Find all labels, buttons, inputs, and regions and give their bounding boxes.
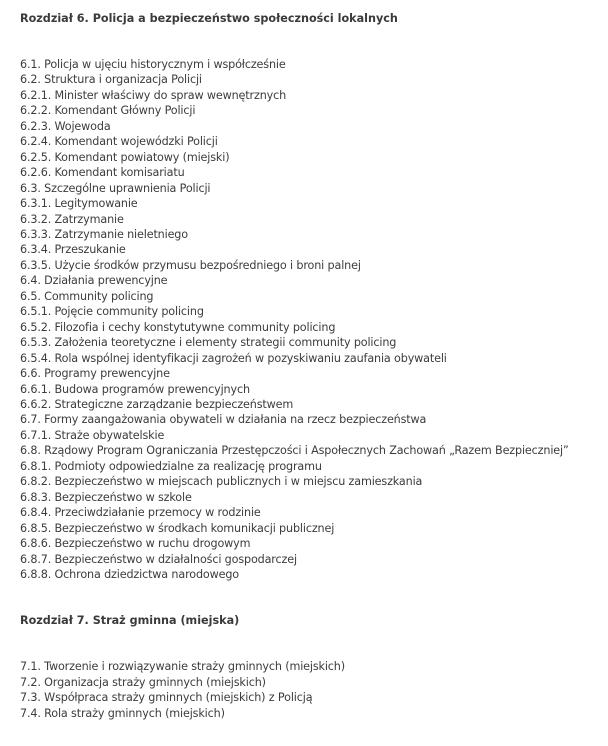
toc-entry: 6.3.4. Przeszukanie xyxy=(20,243,126,257)
toc-entry: 6.3.2. Zatrzymanie xyxy=(20,212,124,226)
toc-entry: 6.8.3. Bezpieczeństwo w szkole xyxy=(20,490,192,504)
toc-entry: 6.5.2. Filozofia i cechy konstytutywne community policing xyxy=(20,320,336,334)
toc-entry: 7.1. Tworzenie i rozwiązywanie straży gminnych (miejskich) xyxy=(20,660,345,674)
toc-entry: 6.8.5. Bezpieczeństwo w środkach komunikacji publicznej xyxy=(20,521,335,535)
toc-entry: 6.3.3. Zatrzymanie nieletniego xyxy=(20,227,188,241)
toc-entry: 6.8.4. Przeciwdziałanie przemocy w rodzinie xyxy=(20,506,261,520)
toc-entry: 6.6.1. Budowa programów prewencyjnych xyxy=(20,382,250,396)
toc-entry: 6.2.2. Komendant Główny Policji xyxy=(20,104,196,118)
toc-entry: 6.5. Community policing xyxy=(20,289,154,303)
toc-entry: 6.5.1. Pojęcie community policing xyxy=(20,305,204,319)
toc-entry: 6.2.4. Komendant wojewódzki Policji xyxy=(20,135,218,149)
toc-entry: 6.8.1. Podmioty odpowiedzialne za realizację programu xyxy=(20,459,322,473)
toc-entry: 6.2.6. Komendant komisariatu xyxy=(20,166,185,180)
chapter-7-heading: Rozdział 7. Straż gminna (miejska) xyxy=(20,614,240,628)
toc-entry: 6.3.1. Legitymowanie xyxy=(20,197,138,211)
toc-entry: 6.2. Struktura i organizacja Policji xyxy=(20,73,202,87)
chapter-6-section-list xyxy=(20,57,600,582)
toc-entry: 6.8.7. Bezpieczeństwo w działalności gospodarczej xyxy=(20,552,297,566)
toc-entry: 6.3. Szczególne uprawnienia Policji xyxy=(20,181,211,195)
toc-entry: 6.8. Rządowy Program Ograniczania Przestępczości i Aspołecznych Zachowań „Razem Bezpieczniej” xyxy=(20,444,569,458)
toc-entry: 7.4. Rola straży gminnych (miejskich) xyxy=(20,706,225,720)
toc-entry: 6.2.1. Minister właściwy do spraw wewnętrznych xyxy=(20,88,287,102)
toc-entry: 6.8.6. Bezpieczeństwo w ruchu drogowym xyxy=(20,537,251,551)
toc-entry: 6.8.8. Ochrona dziedzictwa narodowego xyxy=(20,567,239,581)
toc-entry: 6.3.5. Użycie środków przymusu bezpośredniego i broni palnej xyxy=(20,258,361,272)
toc-entry: 6.4. Działania prewencyjne xyxy=(20,274,168,288)
toc-entry: 6.1. Policja w ujęciu historycznym i współcześnie xyxy=(20,58,286,71)
chapter-7-section-list xyxy=(20,659,600,721)
toc-entry: 6.5.3. Założenia teoretyczne i elementy strategii community policing xyxy=(20,336,397,350)
toc-entry: 7.2. Organizacja straży gminnych (miejskich) xyxy=(20,675,266,689)
toc-entry: 6.8.2. Bezpieczeństwo w miejscach publicznych i w miejscu zamieszkania xyxy=(20,475,423,489)
toc-entry: 6.7.1. Straże obywatelskie xyxy=(20,428,165,442)
toc-entry: 6.2.5. Komendant powiatowy (miejski) xyxy=(20,150,230,164)
toc-entry: 6.6. Programy prewencyjne xyxy=(20,367,170,381)
table-of-contents xyxy=(20,0,600,721)
toc-entry: 6.7. Formy zaangażowania obywateli w działania na rzecz bezpieczeństwa xyxy=(20,413,427,427)
chapter-6-heading: Rozdział 6. Policja a bezpieczeństwo społeczności lokalnych xyxy=(20,12,398,25)
toc-entry: 6.6.2. Strategiczne zarządzanie bezpieczeństwem xyxy=(20,397,294,411)
toc-entry: 7.3. Współpraca straży gminnych (miejskich) z Policją xyxy=(20,691,313,705)
toc-entry: 6.5.4. Rola wspólnej identyfikacji zagrożeń w pozyskiwaniu zaufania obywateli xyxy=(20,351,447,365)
toc-entry: 6.2.3. Wojewoda xyxy=(20,119,111,133)
